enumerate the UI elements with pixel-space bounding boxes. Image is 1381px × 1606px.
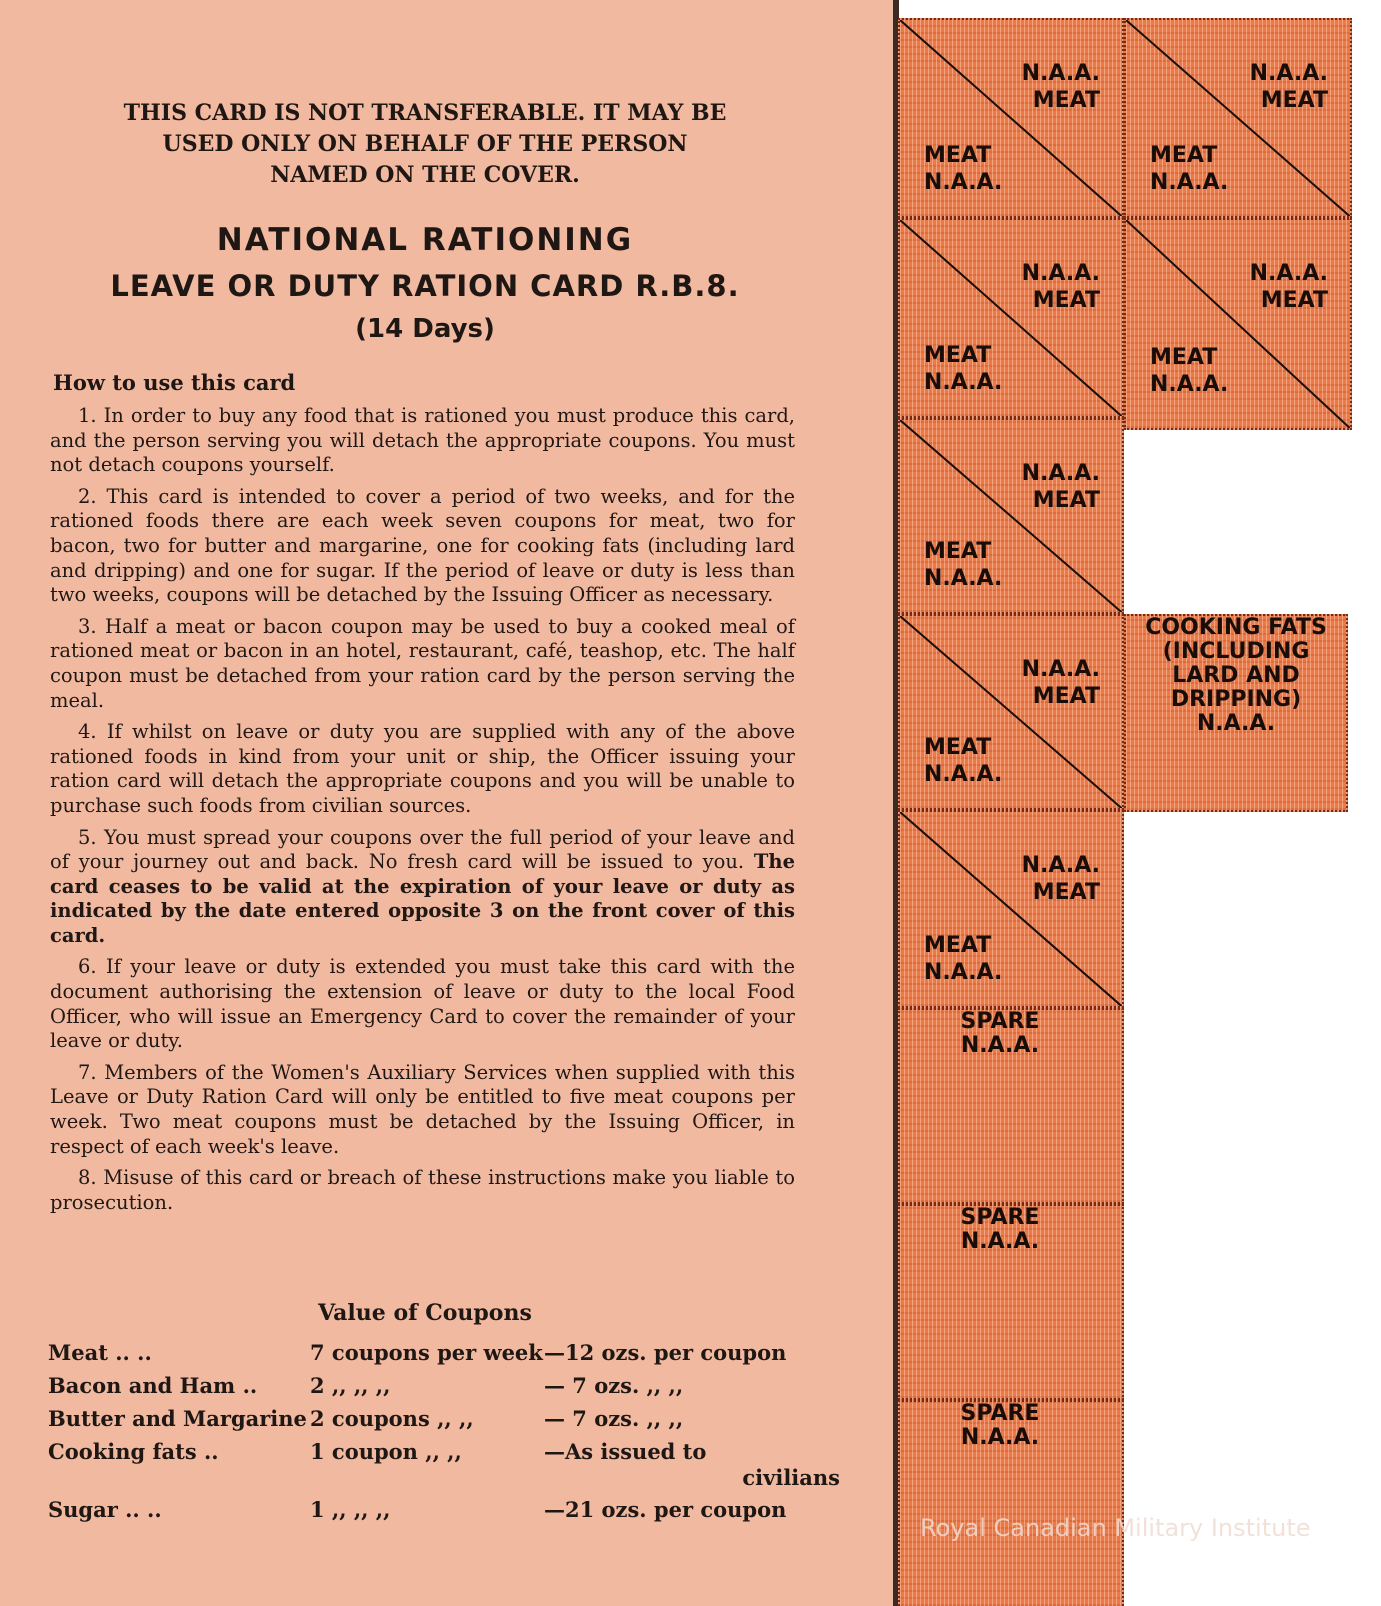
instruction-paragraph: 4. If whilst on leave or duty you are supplied with any of the above rationed foods in kind from your unit or ship, the Officer issuing your ration card will detach the appropriate coupons and you will be unable to purchase such foods from civilian sources. — [50, 720, 795, 817]
value-unit: —21 ozs. per coupon — [544, 1497, 787, 1522]
value-qty: 1 coupon ,, ,, — [310, 1439, 462, 1464]
value-qty: 2 coupons ,, ,, — [310, 1406, 474, 1431]
instruction-paragraph: 3. Half a meat or bacon coupon may be used to buy a cooked meal of rationed meat or bacon in an hotel, restaurant, café, teashop, etc. The half coupon must be detached from your ration card by the person serving the meal. — [50, 614, 795, 712]
spare-coupon[interactable]: SPARE N.A.A. — [898, 1008, 1124, 1204]
value-unit-cont: civilians — [742, 1465, 840, 1490]
value-unit: —As issued to — [544, 1439, 707, 1464]
meat-coupon[interactable]: N.A.A. MEAT MEAT N.A.A. — [898, 614, 1124, 810]
spare-coupon[interactable]: SPARE N.A.A. — [898, 1400, 1124, 1606]
meat-coupon[interactable]: N.A.A. MEAT MEAT N.A.A. — [898, 810, 1124, 1008]
meat-coupon[interactable]: N.A.A. MEAT MEAT N.A.A. — [898, 418, 1124, 614]
how-to-heading: How to use this card — [53, 370, 296, 395]
value-qty: 1 ,, ,, ,, — [310, 1497, 391, 1522]
value-qty: 7 coupons per week — [310, 1340, 543, 1365]
value-unit: —12 ozs. per coupon — [544, 1340, 787, 1365]
notice-line: NAMED ON THE COVER. — [270, 162, 580, 188]
instruction-paragraph: 2. This card is intended to cover a period of two weeks, and for the rationed foods there are each week seven coupons for meat, two for bacon, two for butter and margarine, one for cooking fats (including lard and dripping) and one for sugar. If the period of leave or duty is less than two weeks, coupons will be detached by the Issuing Officer as necessary. — [50, 484, 795, 607]
notice-line: THIS CARD IS NOT TRANSFERABLE. IT MAY BE — [123, 100, 727, 126]
cooking-fats-coupon[interactable]: COOKING FATS (INCLUDING LARD AND DRIPPING) N.A.A. — [1124, 614, 1348, 812]
value-item: Sugar .. .. — [48, 1497, 162, 1522]
value-unit: — 7 ozs. ,, ,, — [544, 1373, 684, 1398]
value-item: Meat .. .. — [48, 1340, 152, 1365]
spare-coupon[interactable]: SPARE N.A.A. — [898, 1204, 1124, 1400]
instruction-paragraph: 5. You must spread your coupons over the full period of your leave and of your journey out and back. No fresh card will be issued to you. The card ceases to be valid at the expiration of your leave or duty as indicated by the date entered opposite 3 on the front cover of this card. — [50, 825, 795, 947]
meat-coupon[interactable]: N.A.A. MEAT MEAT N.A.A. — [898, 218, 1124, 418]
value-qty: 2 ,, ,, ,, — [310, 1373, 391, 1398]
title-line-1: NATIONAL RATIONING — [216, 222, 634, 258]
validity-notice: The card ceases to be valid at the expiration of your leave or duty as indicated by the date entered opposite 3 on the front cover of this card. — [50, 850, 795, 947]
value-item: Cooking fats .. — [48, 1439, 219, 1464]
value-unit: — 7 ozs. ,, ,, — [544, 1406, 684, 1431]
value-item: Bacon and Ham .. — [48, 1373, 258, 1398]
value-item: Butter and Margarine — [48, 1406, 307, 1431]
value-of-coupons-heading: Value of Coupons — [318, 1300, 532, 1326]
title-line-2: LEAVE OR DUTY RATION CARD R.B.8. — [110, 269, 740, 303]
instruction-paragraph: 1. In order to buy any food that is rationed you must produce this card, and the person serving you will detach the appropriate coupons. You must not detach coupons yourself. — [50, 404, 795, 477]
title-line-3: (14 Days) — [355, 314, 495, 344]
instruction-paragraph: 7. Members of the Women's Auxiliary Services when supplied with this Leave or Duty Ration Card will only be entitled to five meat coupons per week. Two meat coupons must be detached by the Issuing Officer, in respect of each week's leave. — [50, 1060, 795, 1158]
instruction-paragraph: 8. Misuse of this card or breach of these instructions make you liable to prosecution. — [50, 1166, 795, 1214]
instruction-paragraph: 6. If your leave or duty is extended you must take this card with the document authorising the extension of leave or duty to the local Food Officer, who will issue an Emergency Card to cover the remainder of your leave or duty. — [50, 955, 795, 1053]
notice-line: USED ONLY ON BEHALF OF THE PERSON — [162, 131, 688, 157]
meat-coupon[interactable]: N.A.A. MEAT MEAT N.A.A. — [1124, 18, 1352, 218]
meat-coupon[interactable]: N.A.A. MEAT MEAT N.A.A. — [1124, 218, 1352, 430]
meat-coupon[interactable]: N.A.A. MEAT MEAT N.A.A. — [898, 18, 1124, 218]
watermark: Royal Canadian Military Institute — [920, 1514, 1311, 1542]
